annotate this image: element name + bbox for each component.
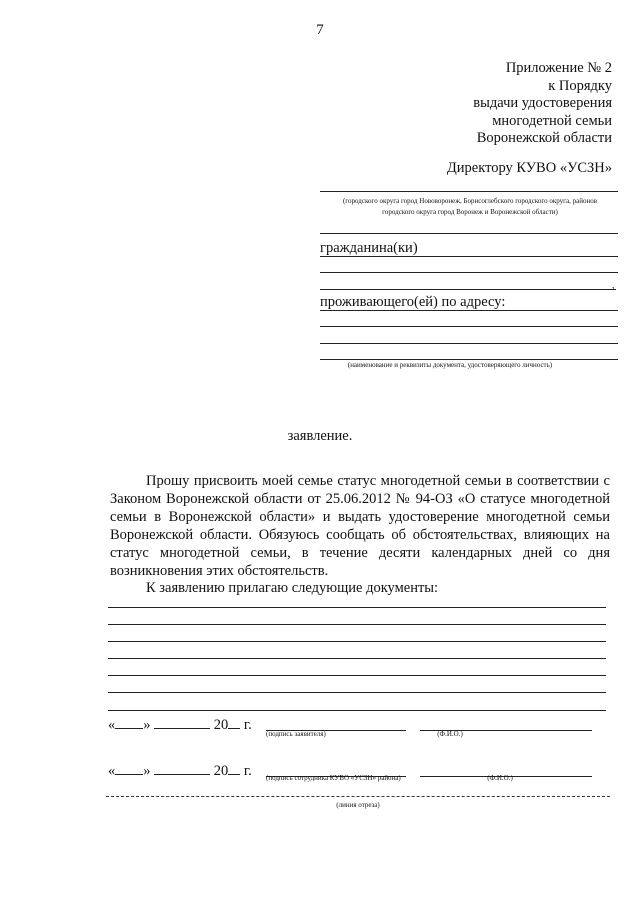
month-blank (154, 762, 210, 775)
attachment-line (108, 675, 606, 676)
quote-close: » (143, 763, 151, 779)
document-title: заявление. (287, 428, 353, 444)
applicant-date-field (108, 716, 252, 734)
quote-close: » (143, 717, 151, 733)
blank-line (320, 343, 618, 344)
year-prefix: 20 (213, 717, 229, 733)
application-text (110, 472, 610, 580)
day-blank (115, 716, 143, 729)
attachment-line (108, 658, 606, 659)
addressee: Директору КУВО «УСЗН» (446, 160, 612, 176)
comma: , (612, 280, 615, 291)
citizen-label: гражданина(ки) (320, 240, 418, 256)
year-suffix: г. (243, 763, 252, 779)
attachment-line (108, 692, 606, 693)
cut-line-hint: (линия отреза) (336, 801, 380, 809)
appendix-header (473, 60, 612, 148)
year-blank (228, 716, 240, 729)
day-blank (115, 762, 143, 775)
organization-hint (322, 196, 618, 218)
blank-line (320, 272, 618, 273)
year-blank (228, 762, 240, 775)
attachments-intro: К заявлению прилагаю следующие документы: (146, 580, 439, 596)
appendix-line: выдачи удостоверения (473, 95, 612, 111)
appendix-line: к Порядку (548, 77, 612, 94)
year-prefix: 20 (213, 763, 229, 779)
year-suffix: г. (243, 717, 252, 733)
organization-line (320, 191, 618, 192)
address-label: проживающего(ей) по адресу: (320, 294, 506, 310)
blank-line (320, 326, 618, 327)
appendix-line: Приложение № 2 (505, 60, 612, 76)
month-blank (154, 716, 210, 729)
organization-hint-line: городского округа город Воронеж и Воронежской области) (382, 208, 558, 216)
blank-line (320, 289, 616, 290)
blank-line (320, 233, 618, 234)
attachment-line (108, 607, 606, 608)
employee-signature-hint: (подпись сотрудника КУВО «УСЗН» района) (266, 774, 401, 782)
citizen-name-line (320, 256, 618, 257)
employee-name-hint: (Ф.И.О.) (487, 774, 513, 782)
application-paragraph: Прошу присвоить моей семье статус многодетной семьи в соответствии с Законом Воронежской области от 25.06.2012 № 94-ОЗ «О статусе многодетной семьи в Воронежской области» и выдать удостоверение многодетной семьи Воронежской области. Обязуюсь сообщать об обстоятельствах, влияющих на статус многодетной семьи, в течение десяти календарных дней со дня возникновения этих обстоятельств. (110, 473, 610, 579)
quote-open: « (108, 763, 116, 779)
document-hint: (наименование и реквизиты документа, удостоверяющего личность) (347, 361, 553, 369)
appendix-line: многодетной семьи (492, 112, 612, 129)
cut-line (106, 796, 610, 797)
applicant-name-hint: (Ф.И.О.) (437, 730, 463, 738)
attachment-line (108, 624, 606, 625)
employee-date-field (108, 762, 252, 780)
applicant-signature-hint: (подпись заявителя) (266, 730, 326, 738)
attachment-line (108, 641, 606, 642)
page-number: 7 (316, 22, 324, 38)
appendix-line: Воронежской области (476, 130, 612, 146)
attachment-line (108, 710, 606, 711)
address-line (320, 310, 618, 311)
quote-open: « (108, 717, 116, 733)
organization-hint-line: (городского округа город Нововоронеж, Борисоглебского городского округа, районов (342, 197, 598, 205)
